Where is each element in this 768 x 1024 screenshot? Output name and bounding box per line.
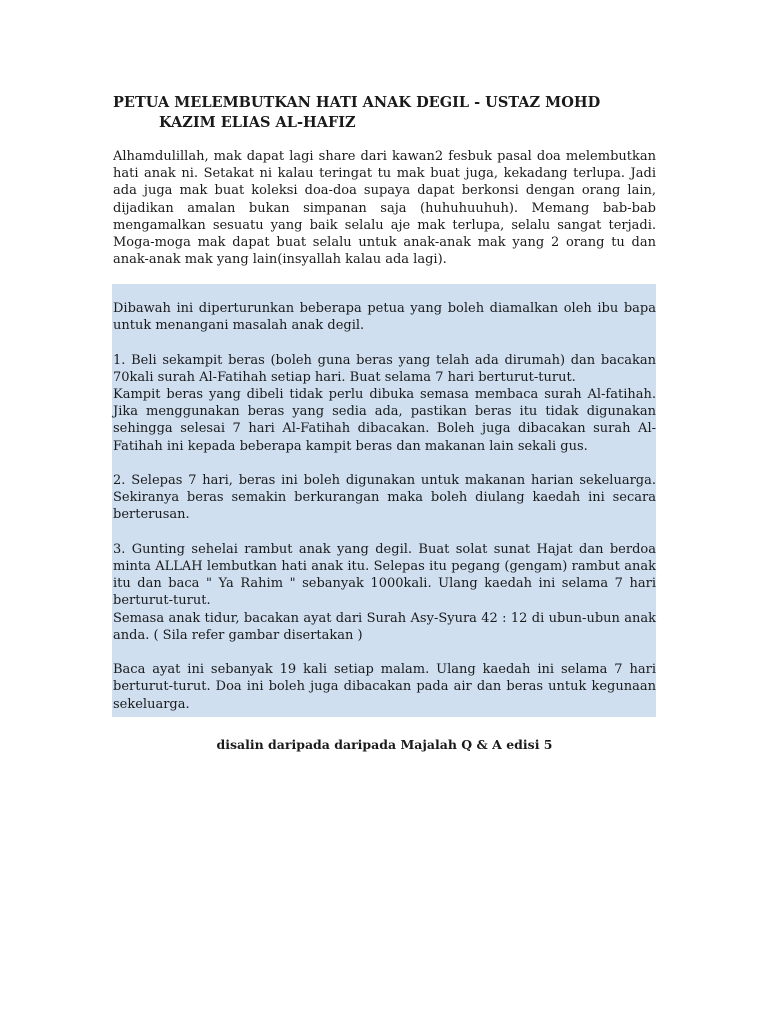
title-line-1: PETUA MELEMBUTKAN HATI ANAK DEGIL - USTAZ MOHD [113, 94, 601, 111]
tip-3-note: Semasa anak tidur, bacakan ayat dari Surah Asy-Syura 42 : 12 di ubun-ubun anak anda. ( Sila refer gambar disertakan ) [113, 610, 656, 643]
document-title [113, 93, 658, 133]
source-footer: disalin daripada daripada Majalah Q & A edisi 5 [216, 737, 553, 752]
title-line-2: KAZIM ELIAS AL-HAFIZ [159, 114, 356, 131]
tip-1-paragraph [113, 352, 656, 455]
tips-intro-paragraph: Dibawah ini diperturunkan beberapa petua yang boleh diamalkan oleh ibu bapa untuk menangani masalah anak degil. [113, 301, 656, 334]
tip-2-paragraph: 2. Selepas 7 hari, beras ini boleh digunakan untuk makanan harian sekeluarga. Sekiranya beras semakin berkurangan maka boleh diulang kaedah ini secara berterusan. [113, 473, 656, 523]
tip-3-text: 3. Gunting sehelai rambut anak yang degil. Buat solat sunat Hajat dan berdoa minta ALLAH lembutkan hati anak itu. Selepas itu pegang (gengam) rambut anak itu dan baca " Ya Rahim " sebanyak 1000kali. Ulang kaedah ini selama 7 hari berturut-turut. [113, 541, 656, 609]
intro-paragraph: Alhamdulillah, mak dapat lagi share dari kawan2 fesbuk pasal doa melembutkan hati anak ni. Setakat ni kalau teringat tu mak buat juga, kekadang terlupa. Jadi ada juga mak buat koleksi doa-doa supaya dapat berkonsi dengan orang lain, dijadikan amalan bukan simpanan saja (huhuhuuhuh). Memang bab-bab mengamalkan sesuatu yang baik selalu aje mak terlupa, selalu sangat terjadi. Moga-moga mak dapat buat selalu untuk anak-anak mak yang 2 orang tu dan anak-anak mak yang lain(insyallah kalau ada lagi). [113, 149, 656, 268]
tip-3-paragraph [113, 541, 656, 644]
tip-1-note: Kampit beras yang dibeli tidak perlu dibuka semasa membaca surah Al-fatihah. Jika menggunakan beras yang sedia ada, pastikan beras itu tidak digunakan sehingga selesai 7 hari Al-Fatihah dibacakan. Boleh juga dibacakan surah Al-Fatihah ini kepada beberapa kampit beras dan makanan lain sekali gus. [113, 387, 656, 454]
highlighted-section [113, 300, 656, 713]
tip-1-text: 1. Beli sekampit beras (boleh guna beras yang telah ada dirumah) dan bacakan 70kali surah Al-Fatihah setiap hari. Buat selama 7 hari berturut-turut. [113, 352, 656, 385]
closing-paragraph: Baca ayat ini sebanyak 19 kali setiap malam. Ulang kaedah ini selama 7 hari berturut-turut. Doa ini boleh juga dibacakan pada air dan beras untuk kegunaan sekeluarga. [113, 662, 656, 712]
